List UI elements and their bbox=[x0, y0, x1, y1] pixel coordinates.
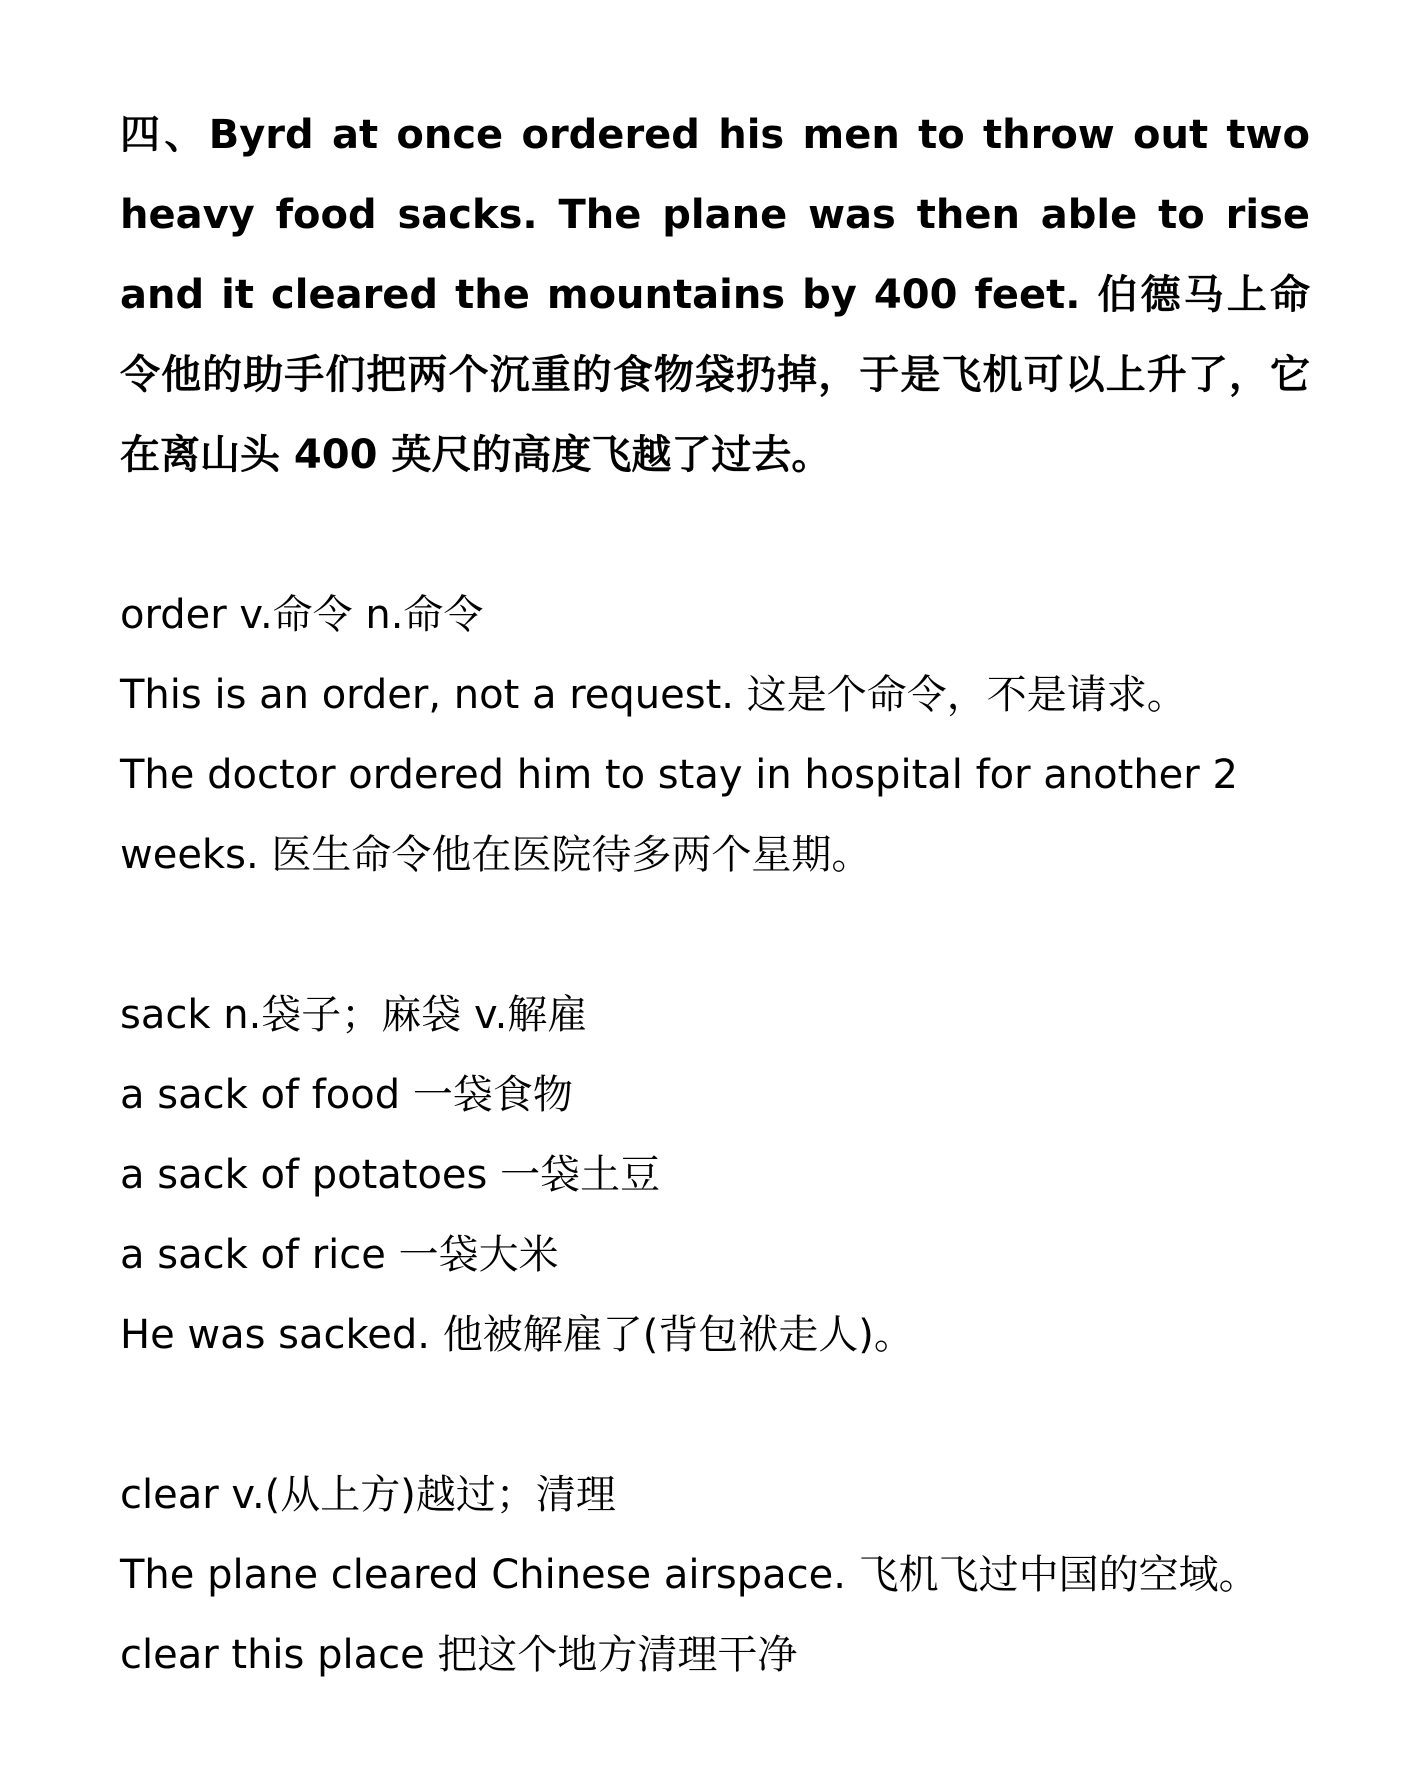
document-page bbox=[120, 95, 1310, 1695]
example-sentence: This is an order, not a request. 这是个命令，不是请求。 bbox=[120, 672, 1187, 718]
vocab-headword: order v.命令 n.命令 bbox=[120, 592, 484, 638]
lead-paragraph: 四、Byrd at once ordered his men to throw out two heavy food sacks. The plane was then able to rise and it cleared the mountains by 400 feet. 伯德马上命令他的助手们把两个沉重的食物袋扔掉，于是飞机可以上升了，它在离山头 400 英尺的高度飞越了过去。 bbox=[120, 112, 1310, 478]
example-phrase: clear this place 把这个地方清理干净 bbox=[120, 1632, 798, 1678]
example-phrase: a sack of potatoes 一袋土豆 bbox=[120, 1152, 661, 1198]
vocab-section-clear bbox=[120, 1455, 1310, 1695]
vocab-section-sack bbox=[120, 975, 1310, 1375]
example-sentence: The plane cleared Chinese airspace. 飞机飞过中国的空域。 bbox=[120, 1552, 1259, 1598]
vocab-headword: clear v.(从上方)越过；清理 bbox=[120, 1472, 616, 1518]
example-sentence: The doctor ordered him to stay in hospital for another 2 weeks. 医生命令他在医院待多两个星期。 bbox=[120, 752, 1238, 878]
vocab-section-order bbox=[120, 575, 1310, 895]
example-phrase: a sack of food 一袋食物 bbox=[120, 1072, 573, 1118]
example-sentence: He was sacked. 他被解雇了(背包袱走人)。 bbox=[120, 1312, 914, 1358]
example-phrase: a sack of rice 一袋大米 bbox=[120, 1232, 559, 1278]
vocab-headword: sack n.袋子；麻袋 v.解雇 bbox=[120, 992, 588, 1038]
